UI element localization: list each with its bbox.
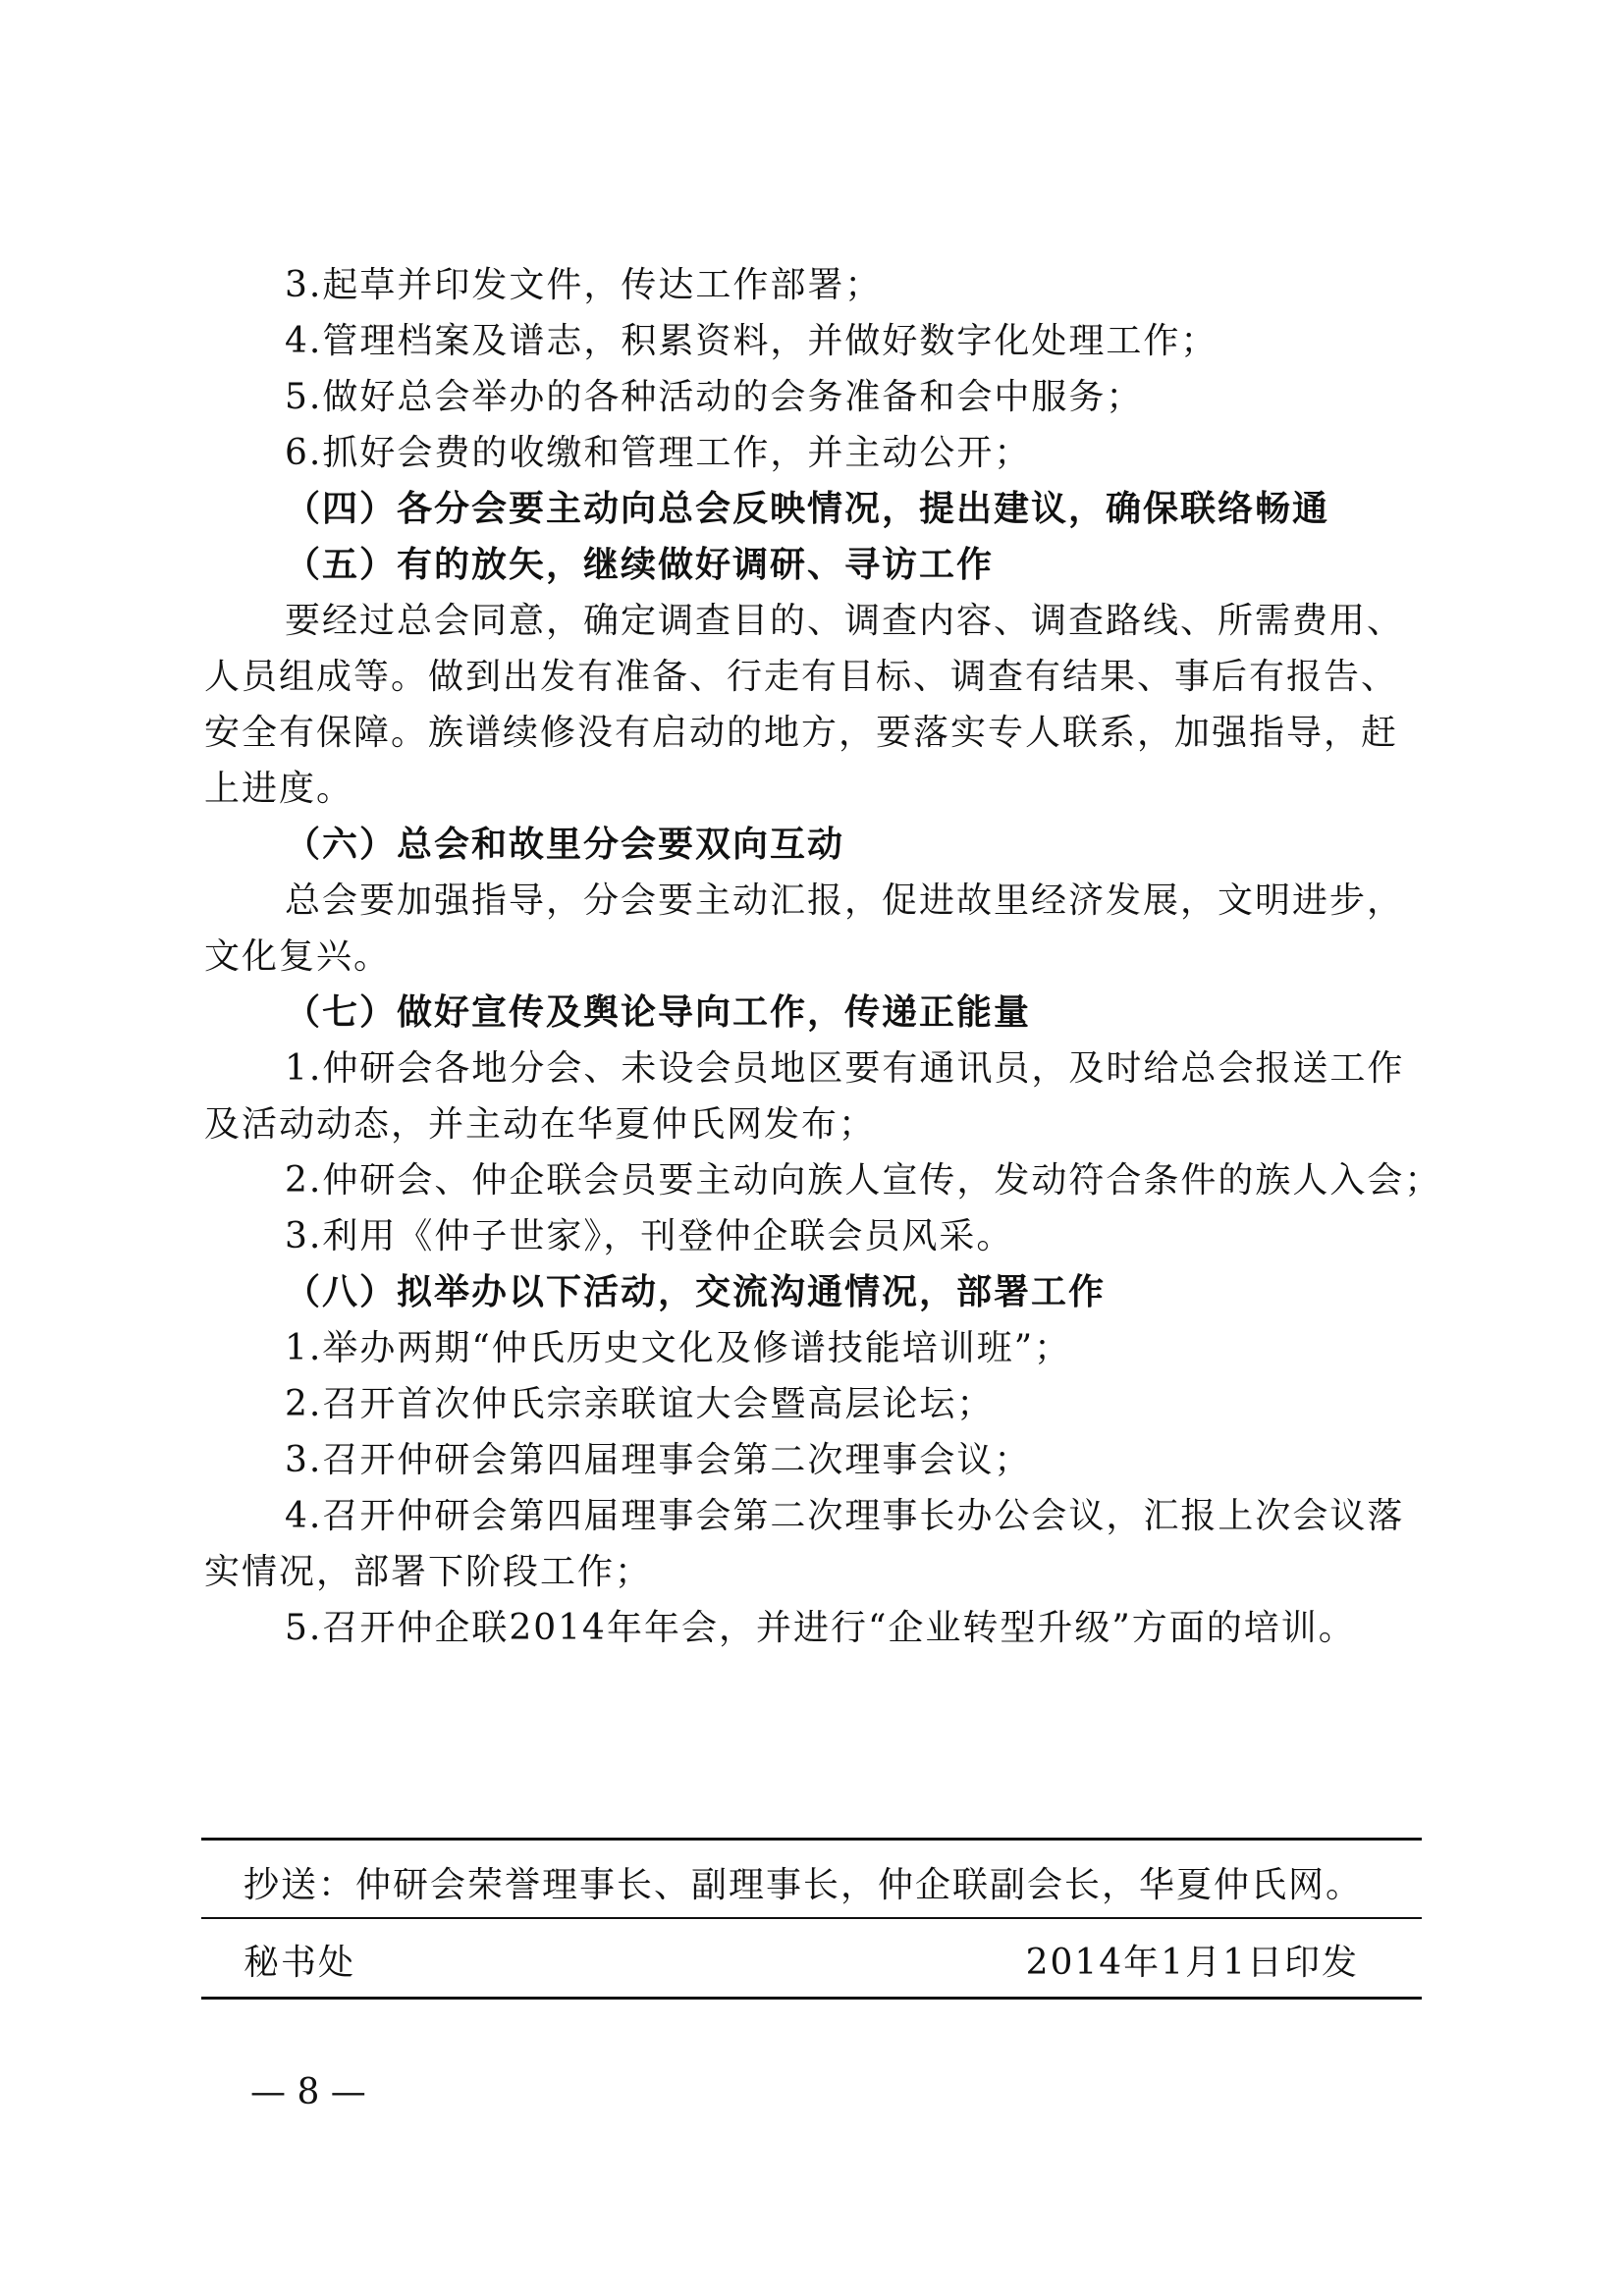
footer-top-rule: [201, 1838, 1422, 1841]
paragraph-line: 2.仲研会、仲企联会员要主动向族人宣传，发动符合条件的族人入会；: [285, 1160, 1442, 1201]
paragraph-line: 6.抓好会费的收缴和管理工作，并主动公开；: [285, 433, 1032, 473]
paragraph-line: 5.做好总会举办的各种活动的会务准备和会中服务；: [285, 377, 1144, 417]
paragraph-line: 上进度。: [204, 769, 354, 809]
paragraph-line: 要经过总会同意，确定调查目的、调查内容、调查路线、所需费用、: [285, 601, 1405, 641]
paragraph-line: 1.举办两期“仲氏历史文化及修谱技能培训班”；: [285, 1328, 1072, 1368]
issue-date: 2014年1月1日印发: [1025, 1943, 1359, 1983]
paragraph-line: 2.召开首次仲氏宗亲联谊大会暨高层论坛；: [285, 1384, 995, 1424]
paragraph-line: 及活动动态，并主动在华夏仲氏网发布；: [204, 1104, 877, 1145]
section-heading: （六）总会和故里分会要双向互动: [285, 824, 845, 865]
issuer: 秘书处: [244, 1943, 356, 1983]
page-number: — 8 —: [250, 2072, 366, 2112]
cc-line: 抄送：仲研会荣誉理事长、副理事长，仲企联副会长，华夏仲氏网。: [244, 1865, 1364, 1905]
section-heading: （四）各分会要主动向总会反映情况，提出建议，确保联络畅通: [285, 488, 1330, 529]
footer-middle-rule: [201, 1917, 1422, 1919]
paragraph-line: 3.召开仲研会第四届理事会第二次理事会议；: [285, 1440, 1032, 1480]
paragraph-line: 4.召开仲研会第四届理事会第二次理事长办公会议，汇报上次会议落: [285, 1496, 1405, 1536]
paragraph-line: 安全有保障。族谱续修没有启动的地方，要落实专人联系，加强指导，赶: [204, 713, 1399, 753]
paragraph-line: 3.起草并印发文件，传达工作部署；: [285, 265, 883, 305]
paragraph-line: 总会要加强指导，分会要主动汇报，促进故里经济发展，文明进步，: [285, 881, 1405, 921]
body-text: [204, 257, 1442, 1656]
paragraph-line: 实情况，部署下阶段工作；: [204, 1552, 653, 1592]
paragraph-line: 4.管理档案及谱志，积累资料，并做好数字化处理工作；: [285, 321, 1218, 361]
section-heading: （五）有的放矢，继续做好调研、寻访工作: [285, 544, 995, 585]
footer-bottom-rule: [201, 1997, 1422, 2000]
paragraph-line: 1.仲研会各地分会、未设会员地区要有通讯员，及时给总会报送工作: [285, 1048, 1405, 1089]
section-heading: （八）拟举办以下活动，交流沟通情况，部署工作: [285, 1271, 1107, 1312]
paragraph-line: 人员组成等。做到出发有准备、行走有目标、调查有结果、事后有报告、: [204, 657, 1399, 697]
paragraph-line: 5.召开仲企联2014年年会，并进行“企业转型升级”方面的培训。: [285, 1608, 1356, 1648]
section-heading: （七）做好宣传及舆论导向工作，传递正能量: [285, 991, 1032, 1033]
paragraph-line: 文化复兴。: [204, 936, 392, 977]
paragraph-line: 3.利用《仲子世家》，刊登仲企联会员风采。: [285, 1216, 1014, 1256]
